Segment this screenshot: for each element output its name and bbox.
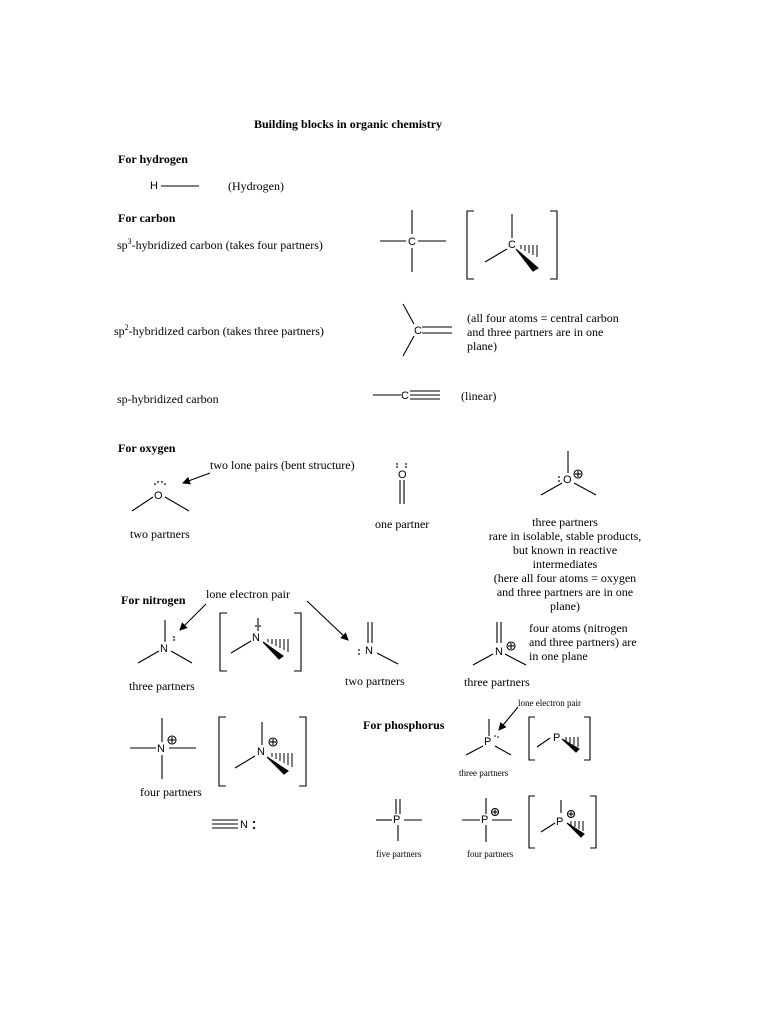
imine-atom: N: [365, 645, 373, 657]
sp2-carbon-note: (all four atoms = central carbon and three partners are in one plane): [467, 311, 619, 353]
carbon-heading: For carbon: [118, 211, 176, 225]
oxygen-one-partner-structure: [400, 480, 404, 504]
oxygen-heading: For oxygen: [118, 441, 176, 455]
sp2-carbon-atom: C: [414, 325, 422, 337]
nitrogen-lone-pair-label: lone electron pair: [206, 587, 290, 601]
phosphine-atom: P: [484, 736, 492, 748]
iminium-planar-note: four atoms (nitrogen and three partners) are in one plane: [529, 621, 637, 663]
sp-carbon-note: (linear): [461, 389, 497, 403]
sp2-carbon-label: $sp^2$-hybridized carbon (takes three partners): [114, 323, 324, 338]
phosphorane-atom: P: [393, 814, 401, 826]
iminium-atom: N: [495, 646, 503, 658]
hydrogen-note: (Hydrogen): [228, 179, 284, 193]
sp3-carbon-label: $sp^3$-hybridized carbon (takes four partners): [117, 237, 323, 252]
phosphonium-atom: P: [481, 814, 489, 826]
amine-3d-atom: N: [252, 632, 260, 644]
ammonium-3d-atom: N: [257, 746, 265, 758]
phosphonium-four-partners-label: four partners: [467, 849, 514, 859]
oxygen-two-partners-structure: [132, 473, 210, 511]
hydrogen-atom-label: H: [150, 180, 158, 192]
oxygen-lone-pairs-label: two lone pairs (bent structure): [210, 458, 355, 472]
nitrile-atom: N: [240, 819, 248, 831]
sp2-carbon-structure: [403, 304, 452, 356]
phosphorane-five-partners-label: five partners: [376, 849, 422, 859]
ammonium-four-partners-label: four partners: [140, 785, 202, 799]
page-title: Building blocks in organic chemistry: [254, 117, 443, 131]
amine-three-partners-label: three partners: [129, 679, 195, 693]
imine-two-partners-label: two partners: [345, 674, 405, 688]
sp-carbon-label: sp-hybridized carbon: [117, 392, 219, 406]
hydrogen-heading: For hydrogen: [118, 152, 188, 166]
sp3-3d-carbon-atom: C: [508, 239, 516, 251]
amine-atom: N: [160, 643, 168, 655]
nitrogen-heading: For nitrogen: [121, 593, 186, 607]
phosphonium-3d-atom: P: [556, 816, 564, 828]
oxonium-description: three partners rare in isolable, stable products, but known in reactive intermediates (here all four atoms = oxygen and three partners are in one plane): [488, 515, 642, 613]
oxygen-one-partner-label: one partner: [375, 517, 430, 531]
phosphine-structure: [466, 707, 518, 755]
oxygen-lone-pair-dots: [154, 481, 166, 485]
phosphine-three-partners-label: three partners: [459, 768, 509, 778]
phosphine-3d-atom: P: [553, 732, 561, 744]
oxygen-carbonyl-atom: O: [398, 469, 407, 481]
nitrogen-lone-pair-arrows: [180, 601, 348, 640]
sp3-carbon-atom: C: [408, 236, 416, 248]
ammonium-atom: N: [157, 743, 165, 755]
phosphorus-heading: For phosphorus: [363, 718, 445, 732]
oxonium-atom: O: [563, 474, 572, 486]
sp-carbon-atom: C: [401, 390, 409, 402]
iminium-three-partners-label: three partners: [464, 675, 530, 689]
oxygen-bent-atom: O: [154, 490, 163, 502]
phosphorus-lone-pair-label: lone electron pair: [518, 698, 581, 708]
amine-3d-structure: [220, 613, 301, 671]
oxygen-two-partners-label: two partners: [130, 527, 190, 541]
nitrile-structure: [212, 820, 238, 828]
